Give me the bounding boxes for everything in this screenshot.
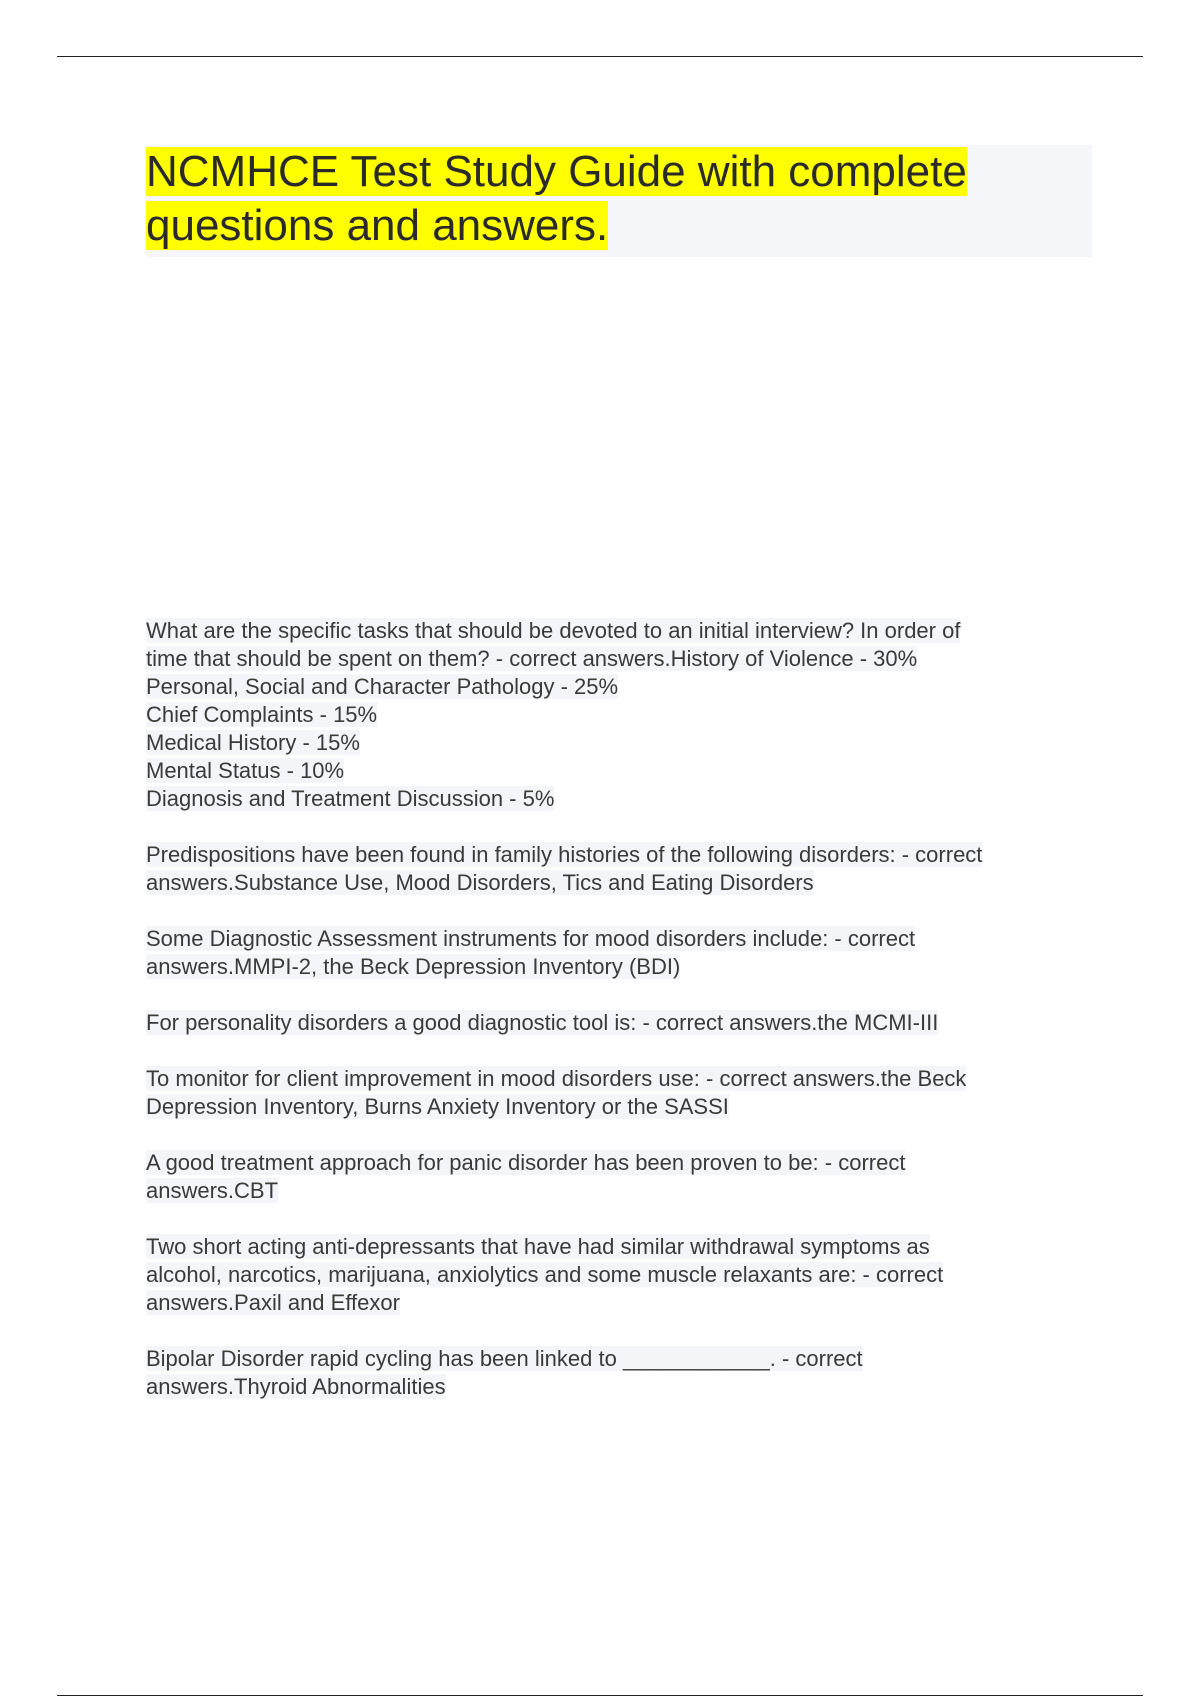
qa-item bbox=[146, 617, 1092, 813]
qa-line bbox=[146, 841, 1092, 869]
qa-line-text: To monitor for client improvement in mood disorders use: - correct answers.the Beck bbox=[146, 1066, 967, 1091]
qa-line bbox=[146, 1345, 1092, 1373]
qa-line-text: Predispositions have been found in family histories of the following disorders: - correct bbox=[146, 842, 983, 867]
qa-line-text: answers.Paxil and Effexor bbox=[146, 1290, 400, 1315]
qa-line bbox=[146, 757, 1092, 785]
qa-line-text: answers.Substance Use, Mood Disorders, Tics and Eating Disorders bbox=[146, 870, 814, 895]
qa-list bbox=[146, 617, 1092, 1429]
qa-line-text: answers.Thyroid Abnormalities bbox=[146, 1374, 446, 1399]
bottom-rule bbox=[57, 1695, 1143, 1696]
qa-line bbox=[146, 1149, 1092, 1177]
document-title bbox=[146, 145, 1092, 253]
qa-item bbox=[146, 1065, 1092, 1121]
qa-line bbox=[146, 1177, 1092, 1205]
qa-line-text: For personality disorders a good diagnostic tool is: - correct answers.the MCMI-III bbox=[146, 1010, 939, 1035]
qa-line bbox=[146, 729, 1092, 757]
title-block bbox=[146, 145, 1092, 257]
qa-line-text: Chief Complaints - 15% bbox=[146, 702, 378, 727]
qa-line-text: What are the specific tasks that should be devoted to an initial interview? In order of bbox=[146, 618, 961, 643]
qa-line bbox=[146, 869, 1092, 897]
qa-line bbox=[146, 1093, 1092, 1121]
qa-line-text: Bipolar Disorder rapid cycling has been linked to ____________. - correct bbox=[146, 1346, 863, 1371]
qa-line bbox=[146, 1009, 1092, 1037]
title-line-2: questions and answers. bbox=[146, 201, 609, 250]
qa-line-text: Mental Status - 10% bbox=[146, 758, 345, 783]
qa-line-text: answers.CBT bbox=[146, 1178, 279, 1203]
qa-item bbox=[146, 925, 1092, 981]
qa-line bbox=[146, 1261, 1092, 1289]
qa-item bbox=[146, 1009, 1092, 1037]
qa-line bbox=[146, 785, 1092, 813]
qa-line-text: time that should be spent on them? - correct answers.History of Violence - 30% bbox=[146, 646, 918, 671]
qa-item bbox=[146, 1345, 1092, 1401]
qa-line-text: Medical History - 15% bbox=[146, 730, 360, 755]
qa-line-text: answers.MMPI-2, the Beck Depression Inventory (BDI) bbox=[146, 954, 681, 979]
qa-item bbox=[146, 1149, 1092, 1205]
qa-line-text: alcohol, narcotics, marijuana, anxiolytics and some muscle relaxants are: - correct bbox=[146, 1262, 944, 1287]
qa-line-text: Diagnosis and Treatment Discussion - 5% bbox=[146, 786, 555, 811]
qa-line bbox=[146, 1065, 1092, 1093]
qa-line bbox=[146, 645, 1092, 673]
qa-line bbox=[146, 617, 1092, 645]
qa-line-text: Depression Inventory, Burns Anxiety Inventory or the SASSI bbox=[146, 1094, 729, 1119]
qa-line-text: Two short acting anti-depressants that have had similar withdrawal symptoms as bbox=[146, 1234, 930, 1259]
qa-line bbox=[146, 701, 1092, 729]
qa-line-text: Personal, Social and Character Pathology - 25% bbox=[146, 674, 619, 699]
qa-line-text: Some Diagnostic Assessment instruments for mood disorders include: - correct bbox=[146, 926, 916, 951]
qa-line bbox=[146, 1289, 1092, 1317]
qa-item bbox=[146, 1233, 1092, 1317]
qa-line bbox=[146, 1373, 1092, 1401]
qa-item bbox=[146, 841, 1092, 897]
qa-line bbox=[146, 953, 1092, 981]
qa-line bbox=[146, 1233, 1092, 1261]
top-rule bbox=[57, 56, 1143, 57]
qa-line bbox=[146, 925, 1092, 953]
qa-line-text: A good treatment approach for panic disorder has been proven to be: - correct bbox=[146, 1150, 906, 1175]
title-line-1: NCMHCE Test Study Guide with complete bbox=[146, 147, 967, 196]
qa-line bbox=[146, 673, 1092, 701]
